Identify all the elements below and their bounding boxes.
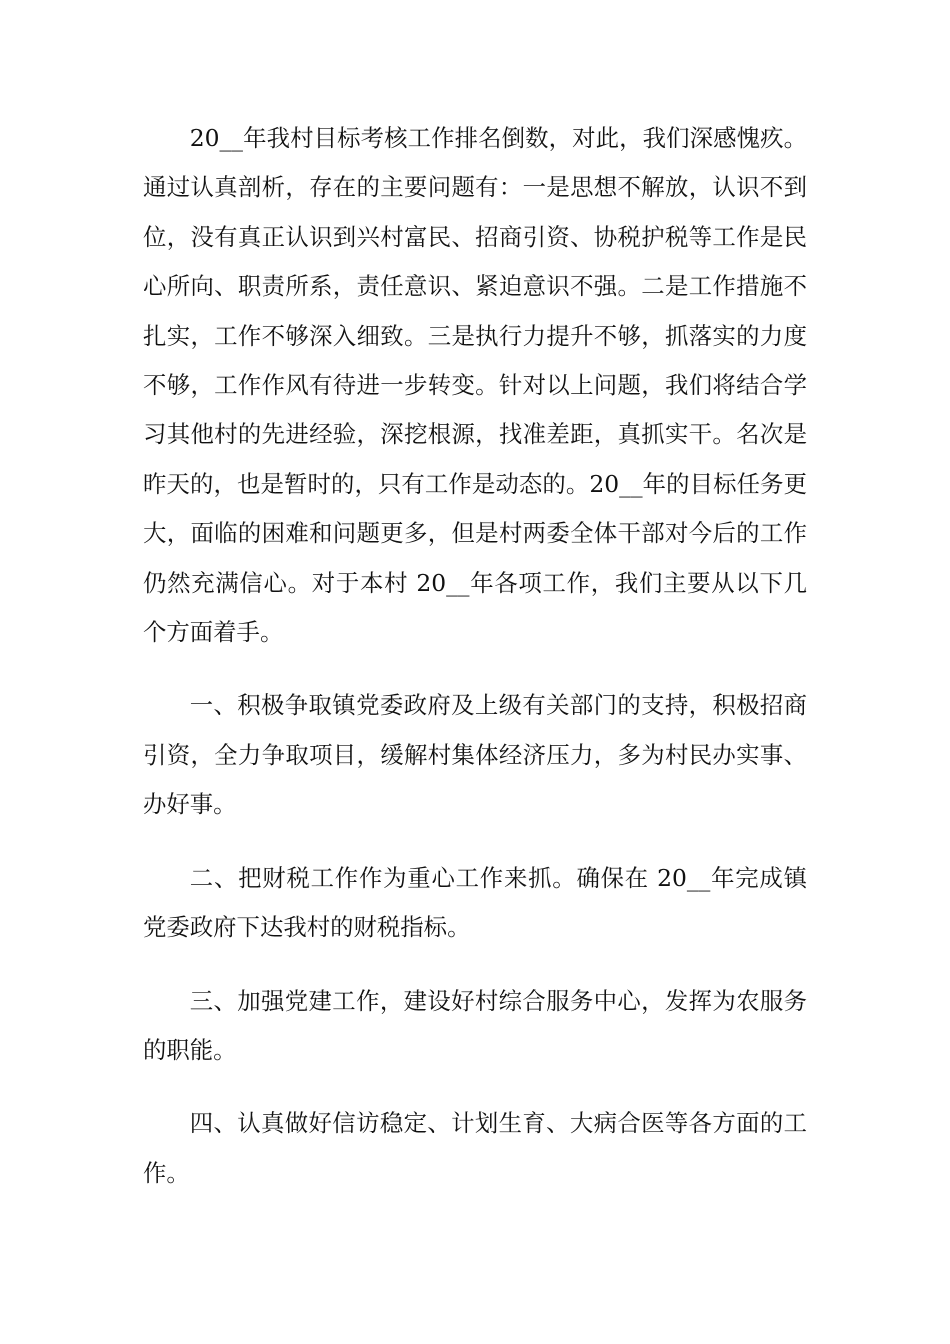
document-body: [143, 114, 807, 1198]
paragraph-item-4: 四、认真做好信访稳定、计划生育、大病合医等各方面的工作。: [143, 1109, 807, 1187]
paragraph-item-3: 三、加强党建工作，建设好村综合服务中心，发挥为农服务的职能。: [143, 986, 807, 1064]
paragraph-item-2: 二、把财税工作作为重心工作来抓。确保在 20__年完成镇党委政府下达我村的财税指标。: [143, 863, 807, 942]
paragraph-intro: 20__年我村目标考核工作排名倒数，对此，我们深感愧疚。通过认真剖析，存在的主要问题有：一是思想不解放，认识不到位，没有真正认识到兴村富民、招商引资、协税护税等工作是民心所向、职责所系，责任意识、紧迫意识不强。二是工作措施不扎实，工作不够深入细致。三是执行力提升不够，抓落实的力度不够，工作作风有待进一步转变。针对以上问题，我们将结合学习其他村的先进经验，深挖根源，找准差距，真抓实干。名次是昨天的，也是暂时的，只有工作是动态的。20__年的目标任务更大，面临的困难和问题更多，但是村两委全体干部对今后的工作仍然充满信心。对于本村 20__年各项工作，我们主要从以下几个方面着手。: [143, 124, 807, 647]
paragraph-item-1: 一、积极争取镇党委政府及上级有关部门的支持，积极招商引资，全力争取项目，缓解村集体经济压力，多为村民办实事、办好事。: [143, 691, 807, 819]
